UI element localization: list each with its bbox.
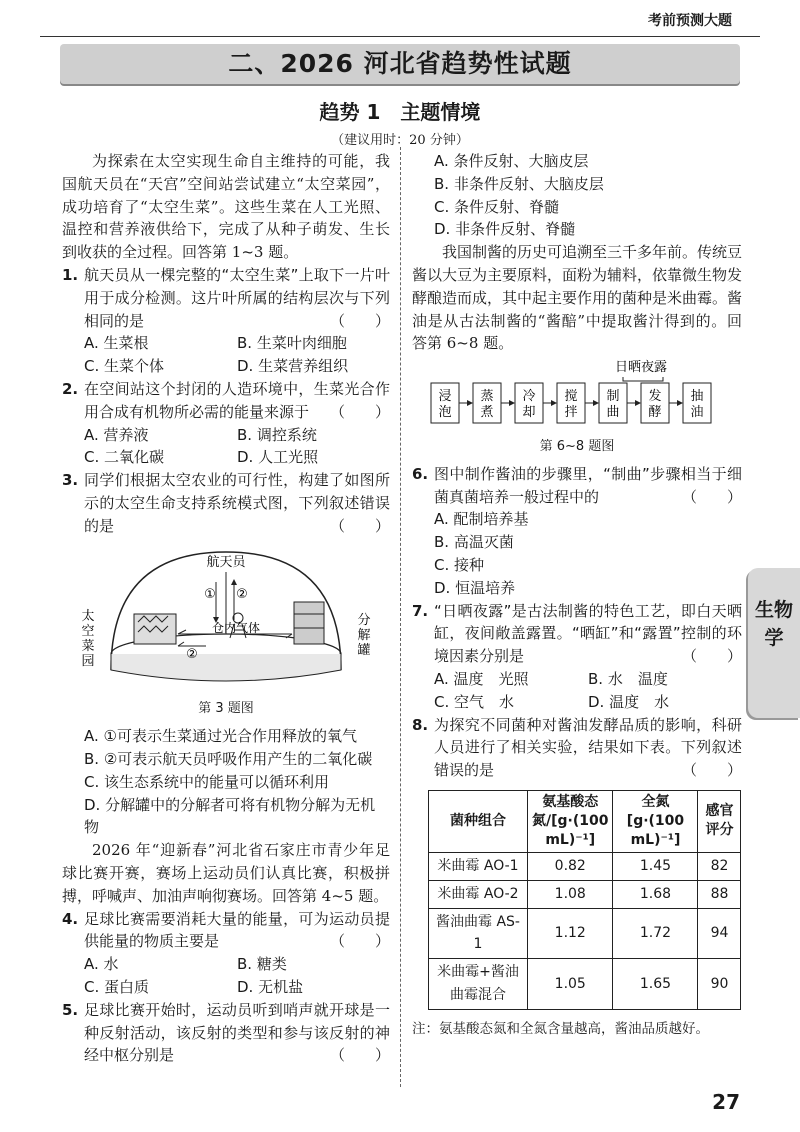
dome-base: [111, 654, 341, 681]
flow-step-text: 油: [690, 405, 704, 421]
option: C. 该生态系统中的能量可以循环利用: [84, 772, 330, 791]
suggested-time: （建议用时：20 分钟）: [331, 133, 469, 148]
option: C. 空气 水: [434, 692, 515, 711]
stem-text: 同学们根据太空农业的可行性，构建了如图所示的太空生命支持系统模式图，下列叙述错误的是: [84, 471, 390, 535]
table-cell: 94: [698, 908, 741, 959]
life-support-diagram: [66, 542, 386, 692]
answer-blank: （ ）: [329, 1046, 390, 1065]
question-stem: [434, 714, 742, 782]
answer-blank: （ ）: [681, 761, 742, 780]
question-number: 4.: [62, 909, 79, 928]
option: A. 温度 光照: [434, 669, 529, 688]
label-c2: ②: [236, 586, 248, 602]
question-number: 8.: [412, 715, 429, 734]
stem-text: 足球比赛需要消耗大量的能量，可为运动员提供能量的物质主要是: [84, 909, 390, 951]
figure-3-caption: 第 3 题图: [198, 701, 254, 717]
stem-text: 为探究不同菌种对酱油发酵品质的影响，科研人员进行了相关实验，结果如下表。下列叙述错误的是: [434, 715, 742, 780]
table-row: [429, 959, 741, 1010]
table-cell: 0.82: [528, 852, 613, 880]
passage-1: 为探索在太空实现生命自主维持的可能，我国航天员在“天宫”空间站尝试建立“太空菜园”，成功培育了“太空生菜”。这些生菜在人工光照、温控和营养液供给下，完成了从种子萌发、生长到收获的全过程。回答第 1~3 题。: [62, 152, 390, 262]
stem-text: 图中制作酱油的步骤里，“制曲”步骤相当于细菌真菌培养一般过程中的: [434, 464, 742, 506]
col-header: 氨基酸态氮/[g·(100 mL)⁻¹]: [528, 790, 613, 852]
sauce-process-flow: [427, 359, 727, 429]
option: A. 水: [84, 955, 119, 974]
flow-step-text: 酵: [648, 405, 662, 421]
header-rule: [40, 36, 760, 37]
option: D. 人工光照: [237, 448, 319, 467]
table-cell: 1.65: [613, 959, 698, 1010]
table-cell: 1.12: [528, 908, 613, 959]
table-cell: 1.45: [613, 852, 698, 880]
question-stem: [84, 264, 390, 332]
flow-step-text: 浸: [438, 389, 452, 405]
option: B. ②可表示航天员呼吸作用产生的二氧化碳: [84, 749, 373, 768]
table-row: [429, 908, 741, 959]
question-8: [412, 714, 742, 782]
option: D. 分解罐中的分解者可将有机物分解为无机物: [84, 795, 376, 837]
question-3: [62, 469, 390, 537]
option: A. 营养液: [84, 425, 149, 444]
question-stem: [434, 600, 742, 668]
flow-step-text: 曲: [606, 405, 620, 421]
flow-caption: 第 6~8 题图: [539, 438, 615, 454]
table-row: [429, 852, 741, 880]
question-1: [62, 264, 390, 332]
flow-step-text: 泡: [438, 405, 452, 421]
table-cell: 82: [698, 852, 741, 880]
left-column: [62, 150, 390, 1067]
question-2: [62, 378, 390, 424]
option: D. 非条件反射、脊髓: [434, 220, 576, 239]
stem-text: 在空间站这个封闭的人造环境中，生菜光合作用合成有机物所必需的能量来源于: [84, 379, 390, 421]
options-q7: [412, 668, 742, 714]
results-table: [428, 790, 741, 1010]
question-number: 1.: [62, 265, 79, 284]
trend-title: 趋势 1 主题情境: [319, 100, 481, 124]
table-row: [429, 880, 741, 908]
question-number: 6.: [412, 464, 429, 483]
label-garden-1: 太: [81, 608, 95, 624]
option: A. 配制培养基: [434, 510, 529, 529]
label-astronaut: 航天员: [206, 554, 246, 570]
options-q2: [62, 424, 390, 470]
label-tank-3: 罐: [357, 642, 371, 658]
answer-blank: （ ）: [329, 311, 390, 330]
answer-blank: （ ）: [329, 932, 390, 951]
table-cell: 90: [698, 959, 741, 1010]
option: C. 条件反射、脊髓: [434, 197, 560, 216]
table-cell: 1.72: [613, 908, 698, 959]
options-q1: [62, 332, 390, 378]
option: C. 二氧化碳: [84, 448, 165, 467]
options-q3: [62, 725, 390, 839]
option: B. 糖类: [237, 955, 287, 974]
flow-step-text: 制: [606, 389, 620, 405]
label-tank-1: 分: [357, 612, 371, 628]
answer-blank: （ ）: [329, 516, 390, 535]
table-cell: 1.08: [528, 880, 613, 908]
option: B. 高温灭菌: [434, 533, 514, 552]
option: B. 生菜叶肉细胞: [237, 334, 347, 353]
table-cell: 米曲霉 AO-2: [429, 880, 528, 908]
flow-step-text: 蒸: [480, 389, 494, 405]
answer-blank: （ ）: [329, 402, 390, 421]
option: C. 接种: [434, 555, 485, 574]
option: C. 蛋白质: [84, 977, 150, 996]
answer-blank: （ ）: [681, 647, 742, 666]
option: C. 生菜个体: [84, 357, 165, 376]
table-cell: 1.05: [528, 959, 613, 1010]
running-header: 考前预测大题: [648, 13, 732, 29]
stem-text: 足球比赛开始时，运动员听到哨声就开球是一种反射活动，该反射的类型和参与该反射的神经中枢分别是: [84, 1000, 390, 1065]
stem-text: “日晒夜露”是古法制酱的特色工艺，即白天晒缸，夜间敞盖露置。“晒缸”和“露置”控制的环境因素分别是: [434, 601, 742, 666]
passage-3: 我国制酱的历史可追溯至三千多年前。传统豆酱以大豆为主要原料，面粉为辅料，依靠微生物发酵酿造而成，其中起主要作用的菌种是米曲霉。酱油是从古法制酱的“酱醅”中提取酱汁得到的。回答第 6~8 题。: [412, 243, 743, 353]
table-note: 注：氨基酸态氮和全氮含量越高，酱油品质越好。: [412, 1020, 709, 1037]
label-c1: ①: [204, 586, 216, 602]
flow-label-sunning: 日晒夜露: [614, 360, 668, 376]
tank-box: [294, 602, 324, 644]
label-gas: 仓内气体: [211, 620, 261, 635]
question-5: [62, 999, 390, 1067]
subject-label: 生物学: [754, 599, 793, 649]
column-divider: [400, 147, 401, 1087]
question-7: [412, 600, 742, 668]
option: A. 条件反射、大脑皮层: [434, 152, 589, 170]
option: D. 恒温培养: [434, 578, 516, 597]
flow-step-text: 拌: [564, 405, 578, 421]
options-q5: [412, 150, 742, 241]
label-garden-2: 空: [81, 623, 95, 639]
question-stem: [84, 469, 390, 537]
question-stem: [434, 463, 742, 509]
flow-step-text: 却: [522, 405, 536, 421]
flow-step-text: 抽: [690, 389, 704, 405]
page-number: 27: [712, 1090, 740, 1114]
label-c2-bottom: ②: [186, 646, 198, 662]
flow-step-text: 煮: [480, 405, 494, 421]
question-stem: [84, 999, 390, 1067]
col-header: 菌种组合: [429, 790, 528, 852]
table-cell: 米曲霉+酱油曲霉混合: [429, 959, 528, 1010]
flow-figure: [412, 359, 742, 459]
question-number: 2.: [62, 379, 79, 398]
option: A. 生菜根: [84, 334, 149, 353]
right-column: [412, 150, 742, 1041]
options-q6: [412, 508, 742, 599]
question-4: [62, 908, 390, 954]
option: D. 无机盐: [237, 977, 304, 996]
section-banner: 二、2026 河北省趋势性试题: [60, 44, 740, 84]
answer-blank: （ ）: [681, 487, 742, 506]
table-header-row: [429, 790, 741, 852]
flow-step-text: 发: [648, 389, 662, 405]
question-stem: [84, 378, 390, 424]
label-garden-3: 菜: [81, 638, 95, 654]
question-number: 3.: [62, 471, 79, 490]
table-cell: 1.68: [613, 880, 698, 908]
option: B. 水 温度: [588, 669, 668, 688]
option: D. 温度 水: [588, 692, 670, 711]
col-header: 感官评分: [698, 790, 741, 852]
option: D. 生菜营养组织: [237, 357, 349, 376]
option: A. ①可表示生菜通过光合作用释放的氧气: [84, 727, 357, 746]
subject-side-tab: [748, 568, 800, 718]
flow-step-text: 冷: [522, 389, 536, 405]
option: B. 调控系统: [237, 425, 317, 444]
question-stem: [84, 908, 390, 954]
question-6: [412, 463, 742, 509]
question-number: 7.: [412, 601, 429, 620]
options-q4: [62, 953, 390, 999]
flow-bracket: [623, 377, 663, 381]
table-cell: 88: [698, 880, 741, 908]
passage-2: 2026 年“迎新春”河北省石家庄市青少年足球比赛开赛，赛场上运动员们认真比赛，积极拼搏，呼喊声、加油声响彻赛场。回答第 4~5 题。: [62, 841, 390, 905]
figure-3: [62, 542, 390, 722]
question-number: 5.: [62, 1000, 79, 1019]
option: B. 非条件反射、大脑皮层: [434, 174, 604, 193]
label-garden-4: 园: [81, 653, 95, 669]
label-tank-2: 解: [357, 627, 371, 643]
flow-step-text: 搅: [564, 389, 578, 405]
stem-text: 航天员从一棵完整的“太空生菜”上取下一片叶用于成分检测。这片叶所属的结构层次与下列相同的是: [84, 265, 390, 330]
table-cell: 酱油曲霉 AS-1: [429, 908, 528, 959]
table-cell: 米曲霉 AO-1: [429, 852, 528, 880]
col-header: 全氮[g·(100 mL)⁻¹]: [613, 790, 698, 852]
